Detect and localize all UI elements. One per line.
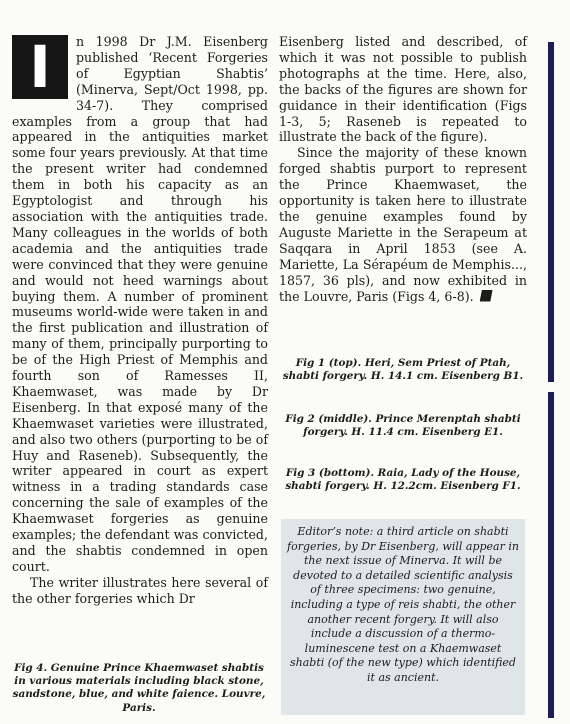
paragraph-closing-text: Since the majority of these known forged shabtis purport to represent the Prince Khaemwaset, the opportunity is taken here to illustrate the genuine examples found by Auguste Mariette in the Serapeum at Saqqara in April 1853 (see A. Mariette, La Sérapéum de Memphis..., 1857, 36 pls), and now exhibited in the Louvre, Paris (Figs 4, 6-8). [279,145,527,304]
drop-cap: I [12,35,68,99]
caption-fig3: Fig 3 (bottom). Raia, Lady of the House, shabti forgery. H. 12.2cm. Eisenberg F1. [285,467,521,493]
article-body-right [279,34,527,304]
paragraph-closing [279,145,527,304]
right-column [279,34,527,304]
caption-fig2: Fig 2 (middle). Prince Merenptah shabti forgery. H. 11.4 cm. Eisenberg E1. [285,413,521,439]
caption-fig4: Fig 4. Genuine Prince Khaemwaset shabtis in various materials including black stone, sandstone, blue, and white faience. Louvre, Paris. [12,662,266,714]
editor-note-box [281,519,525,715]
paragraph-intro: n 1998 Dr J.M. Eisenberg published ‘Recent Forgeries of Egyptian Shabtis’ (Minerva, Sept/Oct 1998, pp. 34-7). They comprised examples from a group that had appeared in the antiquities market some four years previously. At that time the present writer had condemned them in both his capacity as an Egyptologist and through his association with the antiquities trade. Many colleagues in the worlds of both academia and the antiquities trade were convinced that they were genuine and would not heed warnings about buying them. A number of prominent museums world-wide were taken in and the first publication and illustration of many of them, principally purporting to be of the High Priest of Memphis and fourth son of Ramesses II, Khaemwaset, was made by Dr Eisenberg. In that exposé many of the Khaemwaset varieties were illustrated, and also two others (purporting to be of Huy and Raseneb). Subsequently, the writer appeared in court as expert witness in a trading standards case concerning the sale of examples of the Khaemwaset forgeries as genuine examples; the defendant was convicted, and the shabtis condemned in open court. [12,34,268,574]
left-column [12,34,268,607]
paragraph-continued: The writer illustrates here several of the other forgeries which Dr [12,574,268,606]
article-body-left [12,34,268,607]
side-accent-bar-bottom [548,392,554,718]
side-accent-bar-top [548,42,554,382]
paragraph-continuation: Eisenberg listed and described, of which it was not possible to publish photographs at the time. Here, also, the backs of the figures are shown for guidance in their identification (Figs 1-3, 5; Raseneb is repeated to illustrate the back of the figure). [279,34,527,145]
caption-fig1: Fig 1 (top). Heri, Sem Priest of Ptah, shabti forgery. H. 14.1 cm. Eisenberg B1. [282,357,524,383]
editor-note-text: Editor’s note: a third article on shabti forgeries, by Dr Eisenberg, will appear in the next issue of Minerva. It will be devoted to a detailed scientific analysis of three specimens: two genuine, including a type of reis shabti, the other another recent forgery. It will also include a discussion of a thermo-luminescene test on a Khaemwaset shabti (of the new type) which identified it as ancient. [287,525,519,684]
end-mark-icon [480,290,493,302]
